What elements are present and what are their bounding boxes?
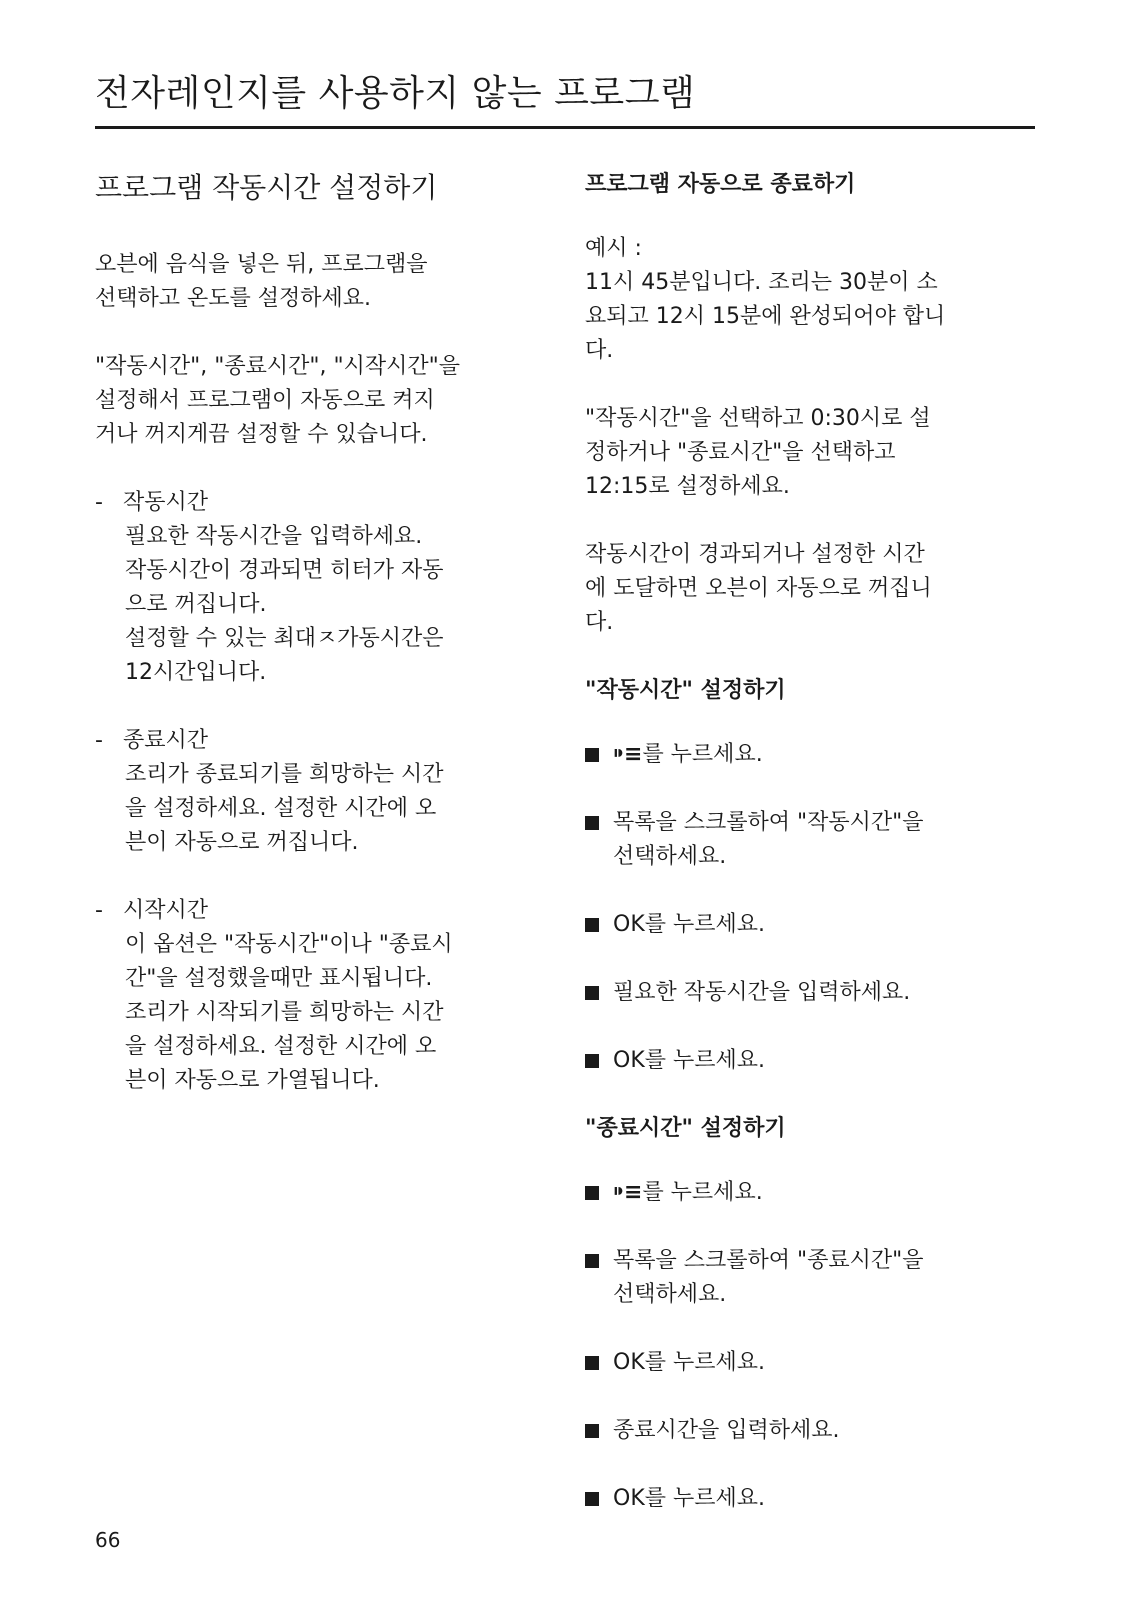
menu-icon: ⁍≡	[613, 742, 643, 767]
square-bullet-icon	[585, 1492, 599, 1506]
square-bullet-icon	[585, 986, 599, 1000]
step-item	[585, 738, 1035, 772]
intro-paragraph: 오븐에 음식을 넣은 뒤, 프로그램을 선택하고 온도를 설정하세요.	[95, 252, 428, 311]
option-item-duration	[95, 486, 555, 690]
step-item	[585, 1244, 1035, 1312]
page-title: 전자레인지를 사용하지 않는 프로그램	[95, 70, 1035, 129]
setting-paragraph: "작동시간"을 선택하고 0:30시로 설 정하거나 "종료시간"을 선택하고 12:15로 설정하세요.	[585, 406, 931, 499]
right-column	[585, 168, 1035, 1550]
square-bullet-icon	[585, 1054, 599, 1068]
section-heading-duration: 프로그램 작동시간 설정하기	[95, 171, 438, 204]
page-number: 66	[95, 1528, 121, 1552]
step-text: 필요한 작동시간을 입력하세요.	[613, 980, 911, 1005]
step-text: OK를 누르세요.	[613, 1486, 765, 1511]
subsection-heading-end-time: "종료시간" 설정하기	[585, 1116, 786, 1141]
square-bullet-icon	[585, 918, 599, 932]
step-item	[585, 1414, 1035, 1448]
example-text: 11시 45분입니다. 조리는 30분이 소 요되고 12시 15분에 완성되어야 합니 다.	[585, 270, 946, 363]
section-heading-auto-off: 프로그램 자동으로 종료하기	[585, 172, 856, 197]
step-text: 를 누르세요.	[642, 1180, 763, 1205]
step-item	[585, 1346, 1035, 1380]
option-description: 조리가 종료되기를 희망하는 시간 을 설정하세요. 설정한 시간에 오 븐이 자동으로 꺼집니다.	[125, 762, 444, 855]
step-item	[585, 1482, 1035, 1516]
option-description: 이 옵션은 "작동시간"이나 "종료시 간"을 설정했을때만 표시됩니다. 조리가 시작되기를 희망하는 시간 을 설정하세요. 설정한 시간에 오 븐이 자동으로 가열됩니다.	[125, 932, 453, 1093]
dash-marker: -	[95, 898, 103, 923]
auto-off-paragraph: 작동시간이 경과되거나 설정한 시간 에 도달하면 오븐이 자동으로 꺼집니 다.	[585, 542, 932, 635]
options-paragraph: "작동시간", "종료시간", "시작시간"을 설정해서 프로그램이 자동으로 켜지 거나 꺼지게끔 설정할 수 있습니다.	[95, 354, 460, 447]
example-label: 예시 :	[585, 236, 642, 261]
step-item	[585, 908, 1035, 942]
square-bullet-icon	[585, 748, 599, 762]
step-item	[585, 1044, 1035, 1078]
option-title: 종료시간	[123, 728, 209, 753]
dash-marker: -	[95, 728, 103, 753]
step-item	[585, 1176, 1035, 1210]
square-bullet-icon	[585, 1424, 599, 1438]
step-item	[585, 976, 1035, 1010]
option-title: 작동시간	[123, 490, 209, 515]
square-bullet-icon	[585, 1254, 599, 1268]
step-item	[585, 806, 1035, 874]
square-bullet-icon	[585, 1186, 599, 1200]
option-title: 시작시간	[123, 898, 209, 923]
square-bullet-icon	[585, 816, 599, 830]
square-bullet-icon	[585, 1356, 599, 1370]
example-block	[585, 232, 1035, 368]
step-text: 목록을 스크롤하여 "종료시간"을 선택하세요.	[613, 1248, 924, 1307]
step-text: OK를 누르세요.	[613, 1048, 765, 1073]
menu-icon: ⁍≡	[613, 1180, 643, 1205]
subsection-heading-duration: "작동시간" 설정하기	[585, 678, 786, 703]
option-item-start-time	[95, 894, 555, 1098]
dash-marker: -	[95, 490, 103, 515]
step-text: OK를 누르세요.	[613, 1350, 765, 1375]
step-text: 를 누르세요.	[642, 742, 763, 767]
step-text: OK를 누르세요.	[613, 912, 765, 937]
step-text: 목록을 스크롤하여 "작동시간"을 선택하세요.	[613, 810, 924, 869]
option-item-end-time	[95, 724, 555, 860]
option-description: 필요한 작동시간을 입력하세요. 작동시간이 경과되면 히터가 자동 으로 꺼집니다. 설정할 수 있는 최대ㅈ가동시간은 12시간입니다.	[125, 524, 444, 685]
left-column	[95, 168, 555, 1132]
step-text: 종료시간을 입력하세요.	[613, 1418, 840, 1443]
